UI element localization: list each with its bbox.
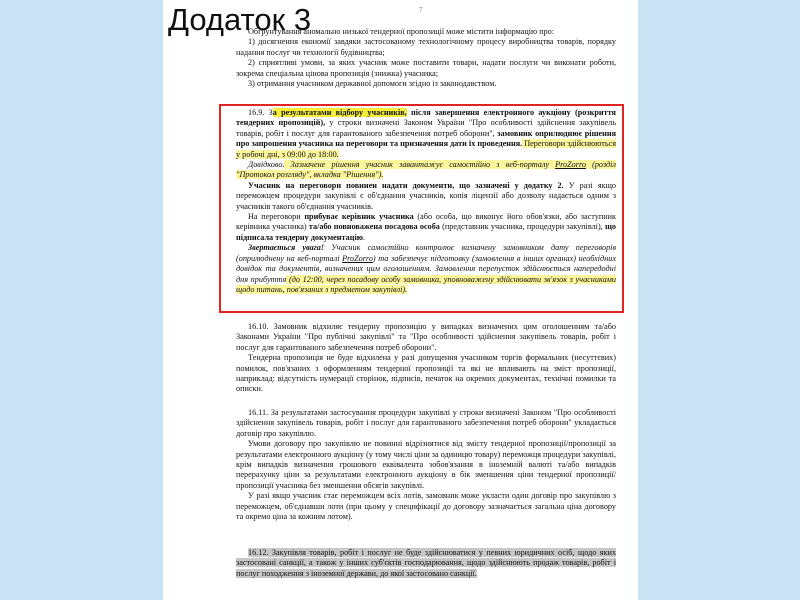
text: (або особа, що виконує його обов'язки, або заступник керівника учасника)	[236, 212, 616, 232]
intro-block	[236, 27, 616, 89]
bold-text: прибуває керівник учасника	[304, 212, 414, 222]
text: у строки визначені Законом України "Про особливості здійснення закупівель товарів, робіт і послуг для гарантованого забезпечення потреб оборони",	[236, 118, 616, 138]
text: На переговори	[248, 212, 305, 222]
paragraph	[236, 181, 616, 212]
intro-item: 1) досягнення економії завдяки застосованому технологічному процесу виробництва товарів, порядку надання послуг чи технології будівництва;	[236, 37, 616, 57]
paragraph	[236, 160, 616, 181]
prozorro-link[interactable]: ProZorro	[555, 160, 586, 170]
paragraph	[236, 212, 616, 243]
page-number: 7	[419, 6, 423, 14]
bold-text: Учасник на переговори повинен надати документи, що зазначені у додатку 2.	[248, 180, 564, 190]
highlighted-text: (до 12:00, через посадову особу замовника, уповноважену здійснювати зв'язок з учасниками щодо питань, пов'язаних з предметом закупівлі).	[236, 274, 616, 294]
bold-text: після завершення електронного аукціону (розкриття тендерних пропозицій),	[236, 108, 616, 128]
text: (представник учасника, процедури закупівлі),	[439, 222, 605, 232]
paragraph	[236, 548, 616, 579]
slide-title: Додаток 3	[168, 2, 312, 37]
intro-item: 3) отримання учасником державної допомоги згідно із законодавством.	[248, 79, 497, 89]
section-16-12	[236, 548, 616, 579]
highlighted-phrase: а результатами відбору учасників,	[272, 108, 407, 117]
paragraph	[236, 108, 616, 160]
bold-text: що підписала тендерну документацію	[236, 222, 616, 242]
paragraph: 16.10. Замовник відхиляє тендерну пропозицію у випадках визначених цим оголошенням та/або Законами України "Про публічні закупівлі" та "Про особливості здійснення закупівель товарів, робіт і послуг для гарантованого забезпечення потреб оборони".	[236, 322, 616, 352]
intro-lead: Обгрунтування аномально низької тендерної пропозиції може містити інформацію про:	[248, 27, 554, 36]
section-number: 16.9. З	[248, 108, 273, 117]
paragraph: У разі якщо учасник стає переможцем всіх лотів, замовник може укласти один договір про закупівлю з переможцем, об'єднавши лоти (при цьому у специфікації до договору зазначається загальна ціна договору та окремо ціна за кожним лотом).	[236, 491, 616, 522]
paragraph: Тендерна пропозиція не буде відхилена у разі допущення учасником торгів формальних (несуттєвих) помилок, пов'язаних з оформленням тендерної пропозиції та які не впливають на зміст пропозиції, наприклад: відсутність нумерації сторінок, підписів, печаток на окремих документах, технічні помилки та описки.	[236, 353, 616, 394]
highlighted-text: (розділ "Протокол розгляду", вкладка "Рішення").	[236, 160, 616, 180]
bold-text: та/або повноважена посадова особа	[308, 222, 440, 232]
section-16-9	[236, 108, 616, 295]
paragraph: 16.11. За результатами застосування процедури закупівлі у строки визначені Законом "Про особливості здійснення закупівель товарів, робіт і послуг для гарантованого забезпечення потреб оборони" укладається договір про закупівлю.	[236, 408, 616, 438]
paragraph: Умови договору про закупівлю не повинні відрізнятися від змісту тендерної пропозиції/пропозиції за результатами електронного аукціону (у тому числі ціни за одиницю товару) переможця процедури закупівлі, крім випадків визначення грошового еквівалента зобов'язання в іноземній валюті та/або випадків перерахунку ціни за результатами електронного аукціону в бік зменшення ціни тендерної пропозиції/пропозиції учасника без зменшення обсягів закупівлі.	[236, 439, 616, 490]
paragraph	[236, 243, 616, 295]
text: ) та забезпечує підготовку (замовлення в інших органах) необхідних довідок та документів, визначених цим оголошенням. Замовлення перепусток здійснюється напередодні дня прибуття	[236, 253, 616, 284]
section-16-10	[236, 322, 616, 395]
attention-label: Звертається увага!	[248, 243, 325, 253]
text: Учасник самостійно контролює визначену замовником дату переговорів (оприлюднену на веб-порталі	[236, 243, 616, 263]
text: .	[362, 232, 366, 242]
section-16-11	[236, 408, 616, 522]
highlighted-text: Переговори здійснюються у робочі дні, з 09:00 до 18:00.	[236, 139, 616, 159]
gray-highlighted-text: 16.12. Закупівля товарів, робіт і послуг не буде здійснюватися у певних юридичних осіб, щодо яких застосовані санкції, а також у інших суб'єктів господарювання, щодо здійснюють продаж товарів, робіт і послуг походження з іноземної держави, до якої застосовано санкції.	[236, 548, 616, 578]
intro-item: 2) сприятливі умови, за яких учасник може поставити товари, надати послуги чи виконати роботи, зокрема спеціальна цінова пропозиція (знижка) учасника;	[236, 58, 616, 78]
note-label: Довідково.	[248, 160, 285, 170]
highlighted-text: Зазначене рішення учасник завантажує самостійно з веб-порталу	[284, 160, 556, 170]
bold-text: замовник оприлюднює рішення про запрошення учасника на переговори та призначення дати їх проведення.	[236, 128, 616, 149]
text: У разі якщо переможцем процедури закупівлі є об'єднання учасників, копія ліцензії або дозволу надається одним з учасників такого об'єднання учасників.	[236, 180, 616, 211]
prozorro-link[interactable]: ProZorro	[342, 253, 373, 263]
